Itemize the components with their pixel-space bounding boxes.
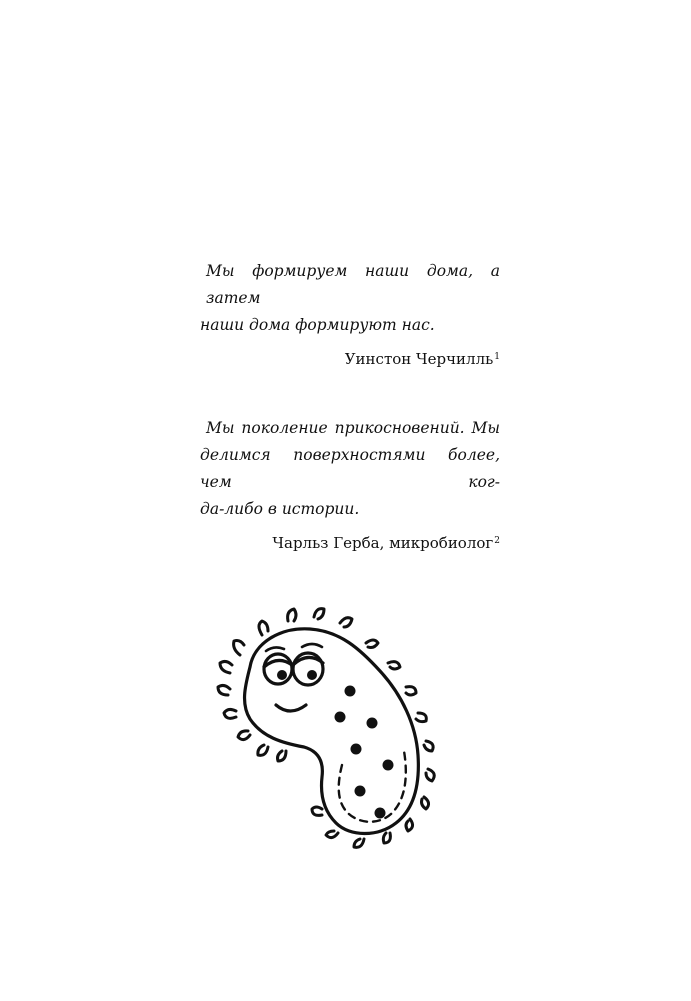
left-pupil [277, 670, 287, 680]
author-name: Уинстон Черчилль [344, 350, 494, 368]
spot [367, 718, 378, 729]
epigraphs [200, 258, 500, 553]
spot [345, 686, 356, 697]
left-eyelid [264, 660, 292, 667]
epigraph-gerba [200, 415, 500, 553]
spot [375, 808, 386, 819]
microbe-body [245, 629, 419, 834]
quote-attribution [200, 533, 500, 553]
spot [355, 786, 366, 797]
footnote-marker[interactable]: 1 [494, 352, 500, 362]
smiling-microbe-icon [210, 605, 470, 880]
author-name: Чарльз Герба, микробиолог [272, 534, 494, 552]
quote-line: наши дома формируют нас. [200, 316, 435, 334]
quote-line: делимся поверхностями более, чем ког- [200, 446, 500, 491]
quote-line: да-либо в истории. [200, 500, 360, 518]
right-brow [302, 644, 322, 647]
spot [351, 744, 362, 755]
epigraph-churchill [200, 258, 500, 369]
right-pupil [307, 670, 317, 680]
smile [276, 705, 306, 711]
quote-text [200, 415, 500, 523]
spot [383, 760, 394, 771]
footnote-marker[interactable]: 2 [494, 536, 500, 546]
spot [335, 712, 346, 723]
quote-attribution [200, 349, 500, 369]
left-brow [266, 647, 284, 651]
left-eye [264, 654, 292, 684]
quote-line: Мы формируем наши дома, а затем [206, 262, 500, 307]
microbe-inner-dashes [339, 751, 406, 822]
quote-text [200, 258, 500, 339]
quote-line: Мы поколение прикосновений. Мы [206, 419, 500, 437]
